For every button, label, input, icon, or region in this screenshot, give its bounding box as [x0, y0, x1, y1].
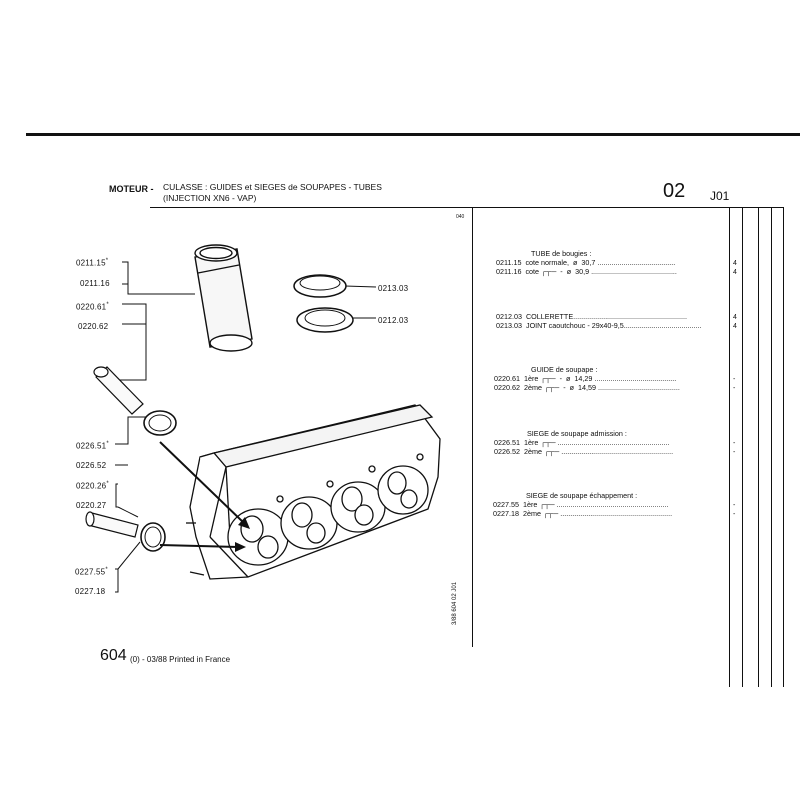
side-code-vertical: 3/88 604 02 J01: [452, 581, 458, 625]
ref-label: 0227.18: [75, 587, 106, 596]
parts-row: 0220.61 1ère ┌┬─ - ø 14,29 .........................................: [494, 374, 677, 383]
group-number: 02: [663, 180, 686, 202]
column-rule-3: [758, 207, 759, 687]
side-code-top: 040: [456, 214, 465, 220]
parts-row: 0213.03 JOINT caoutchouc - 29x40-9,5.......................................: [496, 321, 702, 330]
qty-cell: -: [733, 449, 736, 456]
ref-label: 0220.27: [76, 501, 107, 510]
ref-label: 0220.62: [78, 322, 109, 331]
page-subtitle: (INJECTION XN6 - VAP): [163, 193, 257, 203]
ref-label: 0213.03: [378, 284, 409, 293]
column-rule-2: [742, 207, 743, 687]
qty-cell: -: [733, 385, 736, 392]
parts-row: 0226.52 2ème ┌┬─ ........................................................: [494, 447, 674, 456]
qty-cell: 4: [733, 323, 737, 330]
qty-cell: 4: [733, 269, 737, 276]
qty-cell: -: [733, 440, 736, 447]
section-label: MOTEUR -: [109, 184, 154, 194]
parts-row: 0220.62 2ème ┌┬─ - ø 14,59 .........................................: [494, 383, 680, 392]
parts-row: 0212.03 COLLERETTE.........................................................: [496, 312, 687, 321]
qty-cell: -: [733, 502, 736, 509]
qty-cell: 4: [733, 260, 737, 267]
column-rule-1: [729, 207, 730, 687]
group-heading: SIEGE de soupape échappement :: [526, 491, 638, 500]
parts-row: 0211.16 cote ┌┬─ - ø 30,9 ...........................................: [496, 267, 677, 276]
parts-row: 0211.15 cote normale, ø 30,7 .......................................: [496, 258, 676, 267]
ref-label: 0220.61*: [76, 302, 109, 312]
ref-label: 0220.26*: [76, 481, 109, 491]
ref-label: 0226.51*: [76, 441, 109, 451]
footer-print-info: (0) - 03/88 Printed in France: [130, 655, 231, 664]
ref-label: 0227.55*: [75, 567, 108, 577]
footer-model-number: 604: [100, 647, 127, 664]
column-rule-4: [771, 207, 772, 687]
page-title: CULASSE : GUIDES et SIEGES de SOUPAPES - TUBES: [163, 182, 382, 192]
group-heading: TUBE de bougies :: [531, 249, 592, 258]
ref-label: 0211.16: [80, 279, 110, 288]
page-code: J01: [710, 189, 730, 203]
ref-label: 0212.03: [378, 316, 409, 325]
parts-row: 0227.18 2ème ┌┬─ ........................................................: [493, 509, 673, 518]
qty-cell: -: [733, 511, 736, 518]
group-heading: SIEGE de soupape admission :: [527, 429, 627, 438]
divider-rule: [472, 207, 473, 647]
group-heading: GUIDE de soupape :: [531, 365, 598, 374]
parts-row: 0226.51 1ère ┌┬─ ........................................................: [494, 438, 670, 447]
qty-cell: 4: [733, 314, 737, 321]
ref-label: 0226.52: [76, 461, 107, 470]
exploded-diagram: [0, 207, 470, 647]
parts-row: 0227.55 1ère ┌┬─ ........................................................: [493, 500, 669, 509]
ref-label: 0211.15*: [76, 258, 109, 268]
qty-cell: -: [733, 376, 736, 383]
top-rule: [26, 133, 800, 136]
column-rule-5: [783, 207, 784, 687]
